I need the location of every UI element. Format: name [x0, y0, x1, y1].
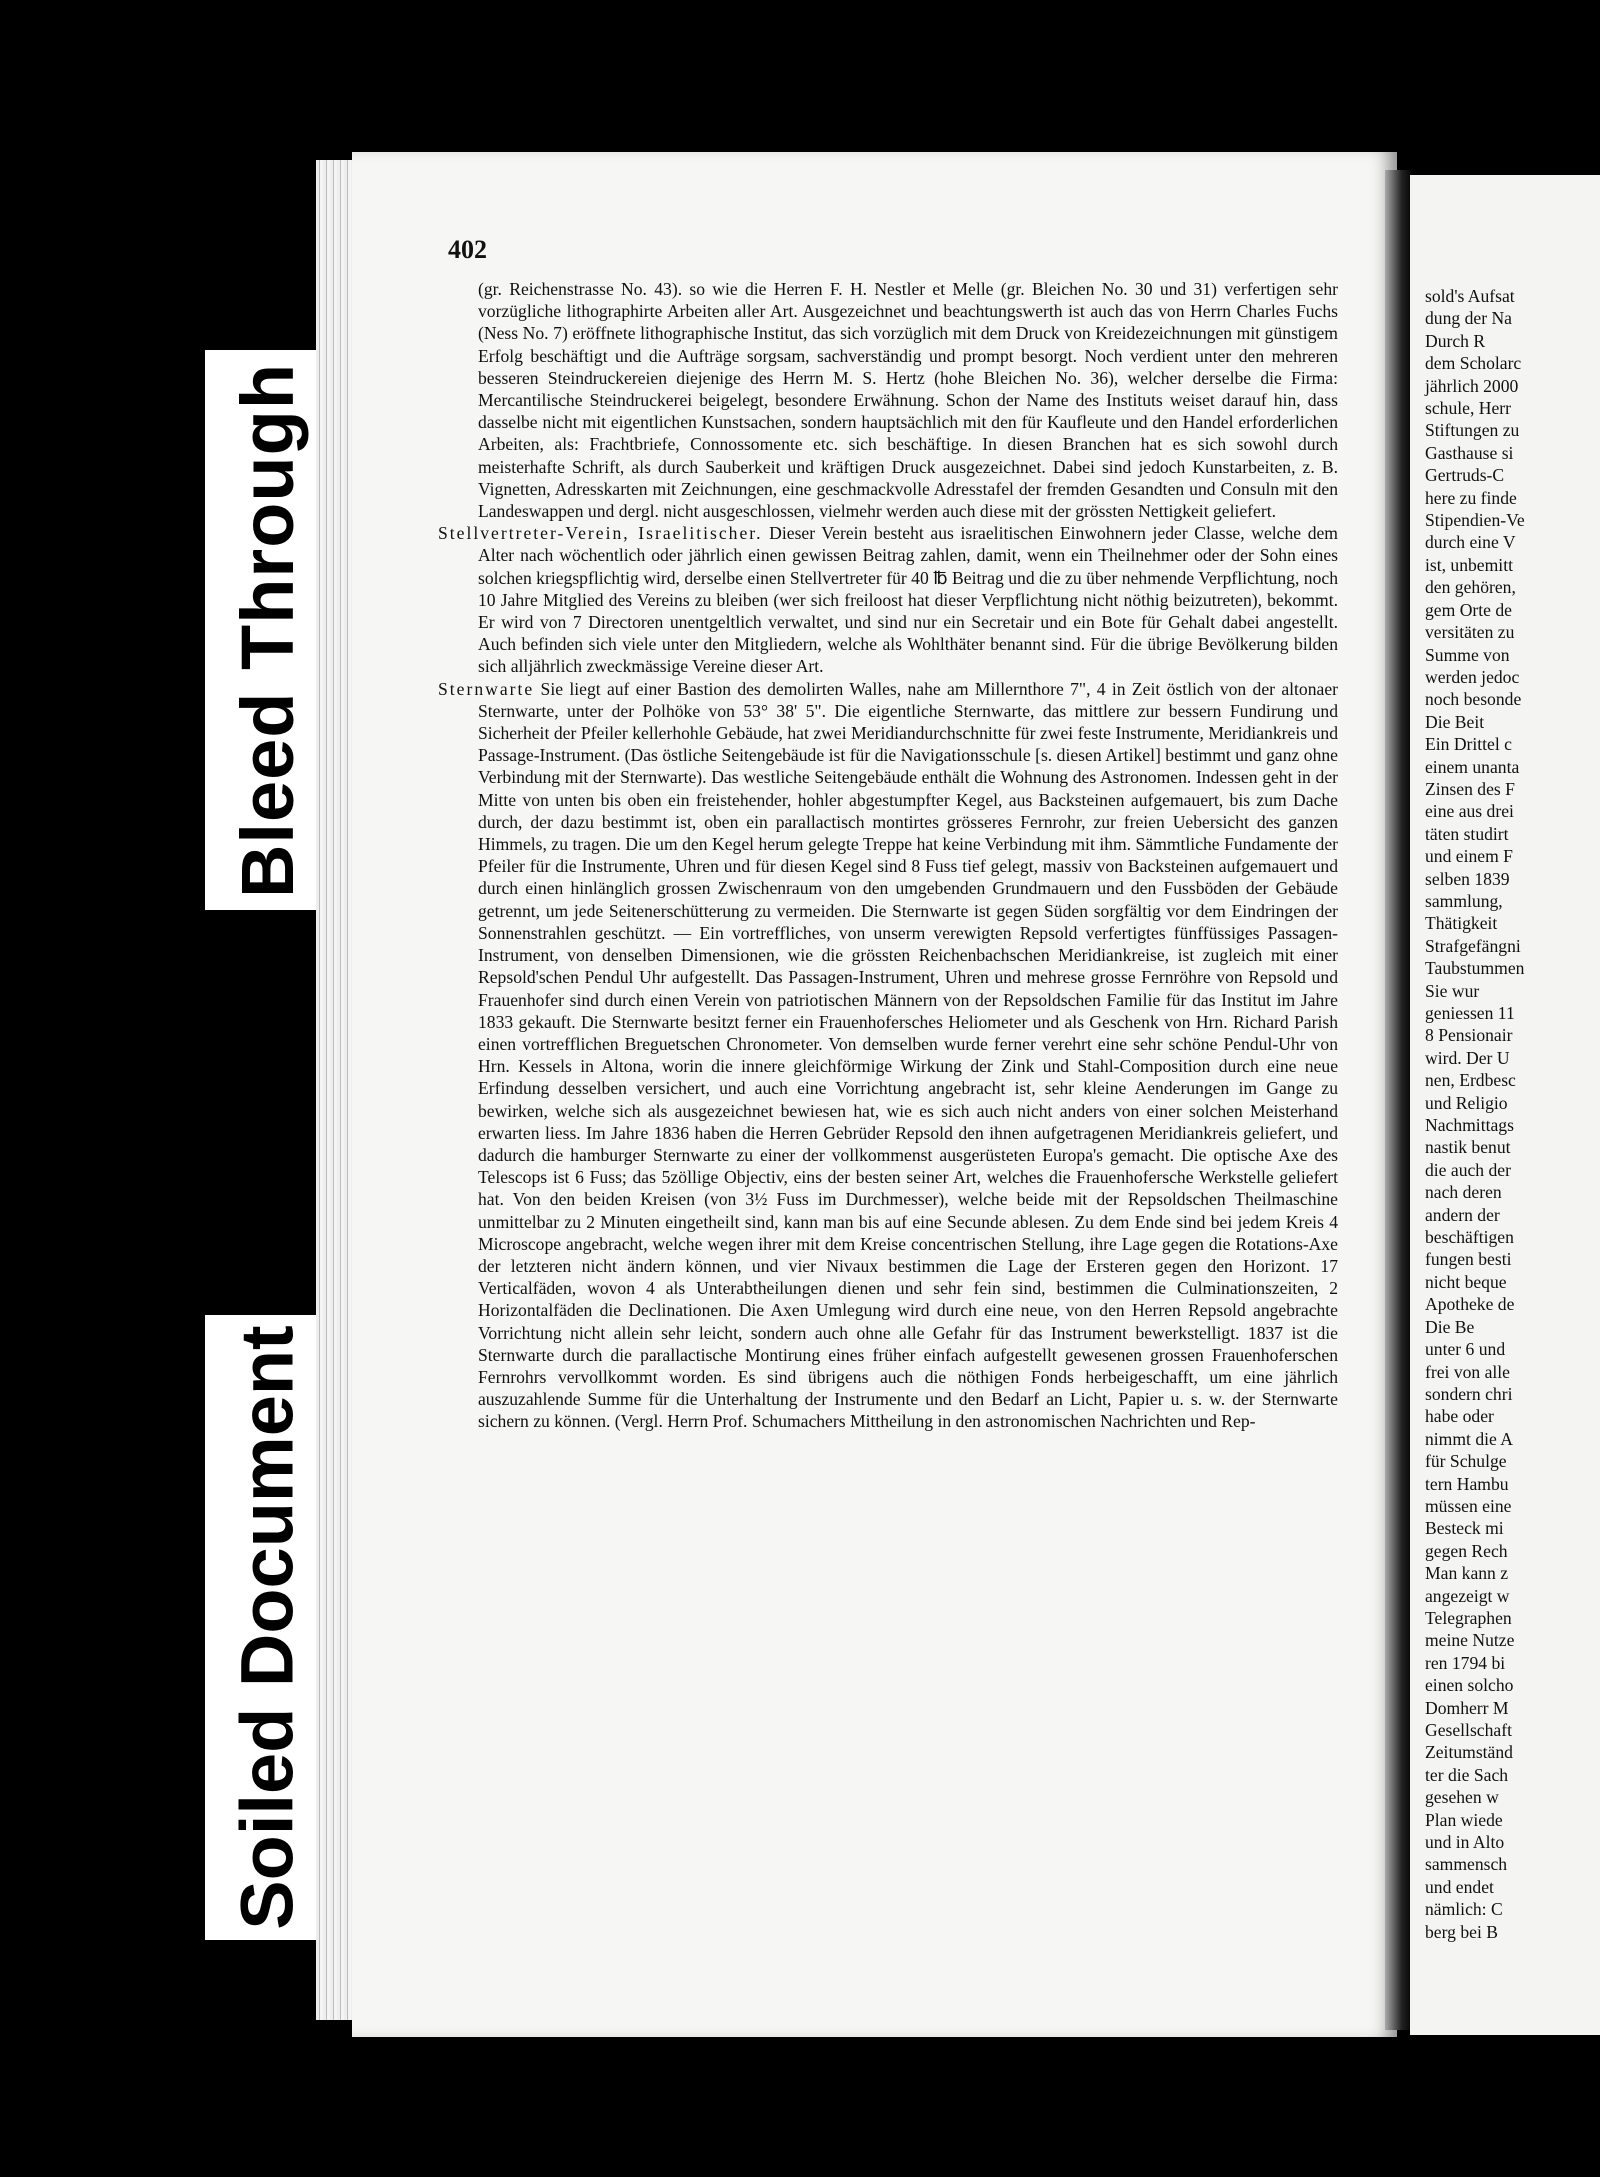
right-page-line: gegen Rech [1425, 1540, 1508, 1561]
right-page-line: Stiftungen zu [1425, 420, 1520, 441]
book-gutter [1385, 170, 1413, 2030]
entry-heading: Sternwarte [438, 678, 535, 699]
right-page-line: nämlich: C [1425, 1899, 1503, 1920]
right-page-line: einen solcho [1425, 1675, 1514, 1696]
right-page-line: selben 1839 [1425, 868, 1510, 889]
right-page-line: sammensch [1425, 1854, 1508, 1875]
right-page-line: tern Hambu [1425, 1473, 1509, 1494]
right-page-line: Summe von [1425, 644, 1510, 665]
paragraph [438, 522, 1338, 677]
right-page-line: meine Nutze [1425, 1630, 1515, 1651]
right-page-line: eine aus drei [1425, 801, 1514, 822]
page-text [438, 278, 1338, 1433]
paragraph-text: Dieser Verein besteht aus israelitischen Einwohnern jeder Classe, welche dem Alter nach wöchentlich oder jährlich einen gewissen Beitrag zahlen, damit, wenn ein Theilnehmer oder der Sohn eines solchen kriegspflichtig wird, derselbe einen Stellvertreter für 40 ℔ Beitrag und die zu über nehmende Verpflichtung, noch 10 Jahre Mitglied des Vereins zu bleiben (wer sich freiloost hat dieser Verpflichtung nicht nöthig beizutreten), bekommt. Er wird von 7 Directoren unentgeltlich verwaltet, und sind nur ein Secretair und ein Bote für Gehalt dabei angestellt. Auch befinden sich viele unter den Mitgliedern, welche als Wohlthäter benannt sind. Für die übrige Bevölkerung bilden sich alljährlich zweckmässige Vereine dieser Art. [478, 523, 1338, 677]
right-page-line: ist, unbemitt [1425, 554, 1513, 575]
right-page-line: nicht beque [1425, 1271, 1507, 1292]
right-page-line: für Schulge [1425, 1451, 1507, 1472]
right-page-line: dung der Na [1425, 308, 1512, 329]
soiled-document-label [205, 1315, 330, 1940]
right-page-line: gem Orte de [1425, 599, 1512, 620]
right-page-line: Besteck mi [1425, 1518, 1504, 1539]
right-page-line: frei von alle [1425, 1361, 1510, 1382]
right-page-line: Apotheke de [1425, 1294, 1515, 1315]
right-page-line: geniessen 11 [1425, 1003, 1515, 1023]
right-page-line: täten studirt [1425, 823, 1509, 844]
right-page-line: habe oder [1425, 1406, 1494, 1427]
right-page-line: Die Be [1425, 1316, 1475, 1337]
right-page-line: versitäten zu [1425, 622, 1515, 643]
right-page-line: Gasthause si [1425, 442, 1514, 463]
right-page-line: Ein Drittel c [1425, 734, 1512, 755]
paragraph-text: (gr. Reichenstrasse No. 43). so wie die Herren F. H. Nestler et Melle (gr. Bleichen No. 30 und 31) verfertigen sehr vorzügliche lithographirte Arbeiten aller Art. Ausgezeichnet und beachtungswerth ist auch das von Herrn Charles Fuchs (Ness No. 7) eröffnete lithographische Institut, das sich vorzüglich mit dem Druck von Kreidezeichnungen mit günstigem Erfolg beschäftigt und die Aufträge sorgsam, sachverständig und prompt besorgt. Noch verdient unter den mehreren besseren Steindruckereien diejenige des Herrn M. S. Hertz (hohe Bleichen No. 36), welcher derselbe die Firma: Mercantilische Steindruckerei beigelegt, besondere Erwähnung. Schon der Name des Instituts weiset darauf hin, dass dasselbe nicht mit eigentlichen Kunstsachen, sondern hauptsächlich mit den für Kaufleute und den Handel erforderlichen Arbeiten, als: Frachtbriefe, Connossomente etc. sich beschäftige. In diesen Branchen hat es sich sowohl durch meisterhafte Schrift, als durch Sauberkeit und kräftigen Druck ausgezeichnet. Dabei sind jedoch Kunstarbeiten, z. B. Vignetten, Adresskarten mit Zeichnungen, eine geschmackvolle Adresstafel der fremden Gesandten und Consuln mit den Landeswappen und dergl. nicht ausgeschlossen, vielmehr werden auch diese mit der grössten Nettigkeit geliefert. [478, 279, 1338, 522]
right-page-line: ter die Sach [1425, 1764, 1509, 1785]
right-page-line: unter 6 und [1425, 1339, 1506, 1360]
bleed-through-label [205, 350, 330, 910]
right-page-line: Zinsen des F [1425, 778, 1515, 799]
right-page-line: sold's Aufsat [1425, 286, 1515, 306]
right-page-line: nen, Erdbesc [1425, 1070, 1516, 1091]
right-page-line: sondern chri [1425, 1383, 1513, 1404]
right-page-line: die auch der [1425, 1159, 1511, 1180]
right-page-line: und einem F [1425, 846, 1513, 867]
right-page-line: here zu finde [1425, 487, 1517, 508]
right-page-line: Die Beit [1425, 711, 1485, 732]
right-page-line: Man kann z [1425, 1563, 1509, 1584]
right-page-line: noch besonde [1425, 689, 1522, 710]
right-page-line: Gertruds-C [1425, 465, 1505, 486]
right-page-line: und in Alto [1425, 1832, 1505, 1853]
right-page-line: Taubstummen [1425, 958, 1525, 979]
right-page-line: einem unanta [1425, 756, 1520, 777]
soiled-document-text: Soiled Document [226, 1325, 309, 1930]
right-page-line: ren 1794 bi [1425, 1652, 1506, 1673]
page-number: 402 [448, 235, 487, 264]
entry-heading: Stellvertreter-Verein, Israelitischer. [438, 523, 763, 544]
right-page-line: werden jedoc [1425, 666, 1520, 687]
right-page-line: fungen besti [1425, 1249, 1512, 1270]
right-page-line: den gehören, [1425, 577, 1516, 598]
right-page-line: schule, Herr [1425, 398, 1511, 419]
right-page-line: jährlich 2000 [1425, 375, 1519, 396]
right-page-line: Strafgefängni [1425, 935, 1521, 956]
right-page-line: Zeitumständ [1425, 1742, 1513, 1763]
right-page-line: angezeigt w [1425, 1585, 1510, 1606]
right-page-line: Stipendien-Ve [1425, 510, 1525, 531]
right-page-line: und endet [1425, 1876, 1494, 1897]
right-page-line: wird. Der U [1425, 1047, 1510, 1068]
paragraph-text: Sie liegt auf einer Bastion des demolirten Walles, nahe am Millernthore 7", 4 in Zeit östlich von der altonaer Sternwarte, unter der Polhöke von 53° 38' 5". Die eigentliche Sternwarte, das mittlere zur bessern Fundirung und Sicherheit der Pfeiler kellerhohle Gebäude, hat zwei Meridiandurchschnitte für zwei feste Instrumente, Meridiankreis und Passage-Instrument. (Das östliche Seitengebäude ist für die Navigationsschule [s. diesen Artikel] bestimmt und ganz ohne Verbindung mit der Sternwarte). Das westliche Seitengebäude enthält die Wohnung des Astronomen. Indessen geht in der Mitte von unten bis oben ein freistehender, hohler abgestumpfter Kegel, aus Backsteinen aufgemauert, bis zum Dache durch, der dazu bestimmt ist, oben ein parallactisch montirtes grösseres Fernrohr, zur freien Uebersicht des ganzen Himmels, zu tragen. Die um den Kegel herum gelegte Treppe hat keine Verbindung mit ihm. Sämmtliche Fundamente der Pfeiler für die Instrumente, Uhren und für diesen Kegel sind 8 Fuss tief gelegt, massiv von Backsteinen aufgemauert und durch einen hinlänglich grossen Zwischenraum von den umgebenden Grundmauern und den Fussböden der Gebäude getrennt, um jede Seitenerschütterung zu vermeiden. Die Sternwarte ist gegen Süden sorgfältig vor dem Eindringen der Sonnenstrahlen geschützt. — Ein vortreffliches, von unserm verewigten Repsold verfertigtes fünffüssiges Passagen-Instrument, von denselben Dimensionen, wie die grössten Reichenbachschen Meridiankreise, ist zugleich mit einer Repsold'schen Pendul Uhr aufgestellt. Das Passagen-Instrument, Uhren und mehrese grosse Fernröhre von Repsold und Frauenhofer sind durch einen Verein von patriotischen Männern von der Repsoldschen Familie für das Institut im Jahre 1833 gekauft. Die Sternwarte besitzt ferner ein Frauenhofersches Heliometer und als Geschenk von Hrn. Richard Parish einen vortrefflichen Breguetschen Chronometer. Von demselben wurde ferner verehrt eine sehr schöne Pendul-Uhr von Hrn. Kessels in Altona, worin die innere gleichförmige Wirkung der Zink und Stahl-Composition durch eine neue Erfindung desselben versichert, und auch eine Vorrichtung angebracht ist, sehr kleine Aenderungen im Gange zu bewirken, welche sich als ausgezeichnet bewiesen hat, wie es sich auch nicht anders von einer solchen Meisterhand erwarten liess. Im Jahre 1836 haben die Herren Gebrüder Repsold den ihnen aufgetragenen Meridiankreis geliefert, und dadurch die hamburger Sternwarte zu einer der vollkommenst ausgerüsteten Europa's gemacht. Die optische Axe des Telescops ist 6 Fuss; das 5zöllige Objectiv, eins der besten seiner Art, welches die Frauenhofersche Werkstelle geliefert hat. Von den beiden Kreisen (von 3½ Fuss im Durchmesser), welche beide mit der Repsoldschen Theilmaschine unmittelbar zu 2 Minuten eingetheilt sind, kann man bis auf eine Secunde ablesen. Zu dem Ende sind bei jedem Kreis 4 Microscope angebracht, welche wegen ihrer mit dem Kreise concentrischen Stellung, ihre Lage gegen die Rotations-Axe der letzteren nicht ändern können, und vier Nivaux bestimmen die Lage der Ersteren gegen den Horizont. 17 Verticalfäden, wovon 4 als Unterabtheilungen dienen und sehr fein sind, bestimmen die Culminationszeiten, 2 Horizontalfäden die Declinationen. Die Axen Umlegung wird durch eine neue, von den Herren Repsold angebrachte Vorrichtung nicht allein sehr leicht, sondern auch ohne alle Gefahr für das Instrument bewerkstelligt. 1837 ist die Sternwarte durch die parallactische Montirung eines früher einfach aufgestellt gewesenen grossen Frauenhoferschen Fernrohrs vervollkommt worden. Es sind übrigens auch die nöthigen Fonds herbeigeschafft, um eine jährlich auszuzahlende Summe für die Unterhaltung der Instrumente und den Bedarf an Licht, Papier u. s. w. der Sternwarte sichern zu können. (Vergl. Herrn Prof. Schumachers Mittheilung in den astronomischen Nachrichten und Rep- [478, 678, 1338, 1432]
bleed-through-text: Bleed Through [226, 362, 309, 898]
right-page-line: müssen eine [1425, 1495, 1512, 1516]
right-page-line: Telegraphen [1425, 1607, 1512, 1628]
right-page-line: Gesellschaft [1425, 1720, 1512, 1740]
right-page-line: Durch R [1425, 330, 1486, 351]
right-page-line: Nachmittags [1425, 1115, 1514, 1136]
right-page-line: berg bei B [1425, 1921, 1498, 1942]
right-page-line: beschäftigen [1425, 1227, 1514, 1248]
right-page-line: sammlung, [1425, 890, 1503, 911]
right-page-line: nach deren [1425, 1182, 1502, 1203]
right-page-line: andern der [1425, 1204, 1500, 1225]
right-page-line: 8 Pensionair [1425, 1025, 1513, 1046]
right-page-line: nimmt die A [1425, 1428, 1513, 1449]
paragraph [438, 678, 1338, 1433]
right-page-line: Sie wur [1425, 980, 1480, 1001]
right-page-text [1425, 285, 1600, 1943]
paragraph [438, 278, 1338, 522]
right-page-line: und Religio [1425, 1092, 1508, 1113]
right-page-line: nastik benut [1425, 1137, 1511, 1158]
right-page-line: Thätigkeit [1425, 913, 1498, 934]
right-page-line: Domherr M [1425, 1697, 1509, 1718]
right-page-line: Plan wiede [1425, 1809, 1503, 1830]
right-page-line: durch eine V [1425, 532, 1516, 553]
right-page-line: gesehen w [1425, 1787, 1499, 1808]
right-page-line: dem Scholarc [1425, 353, 1522, 374]
